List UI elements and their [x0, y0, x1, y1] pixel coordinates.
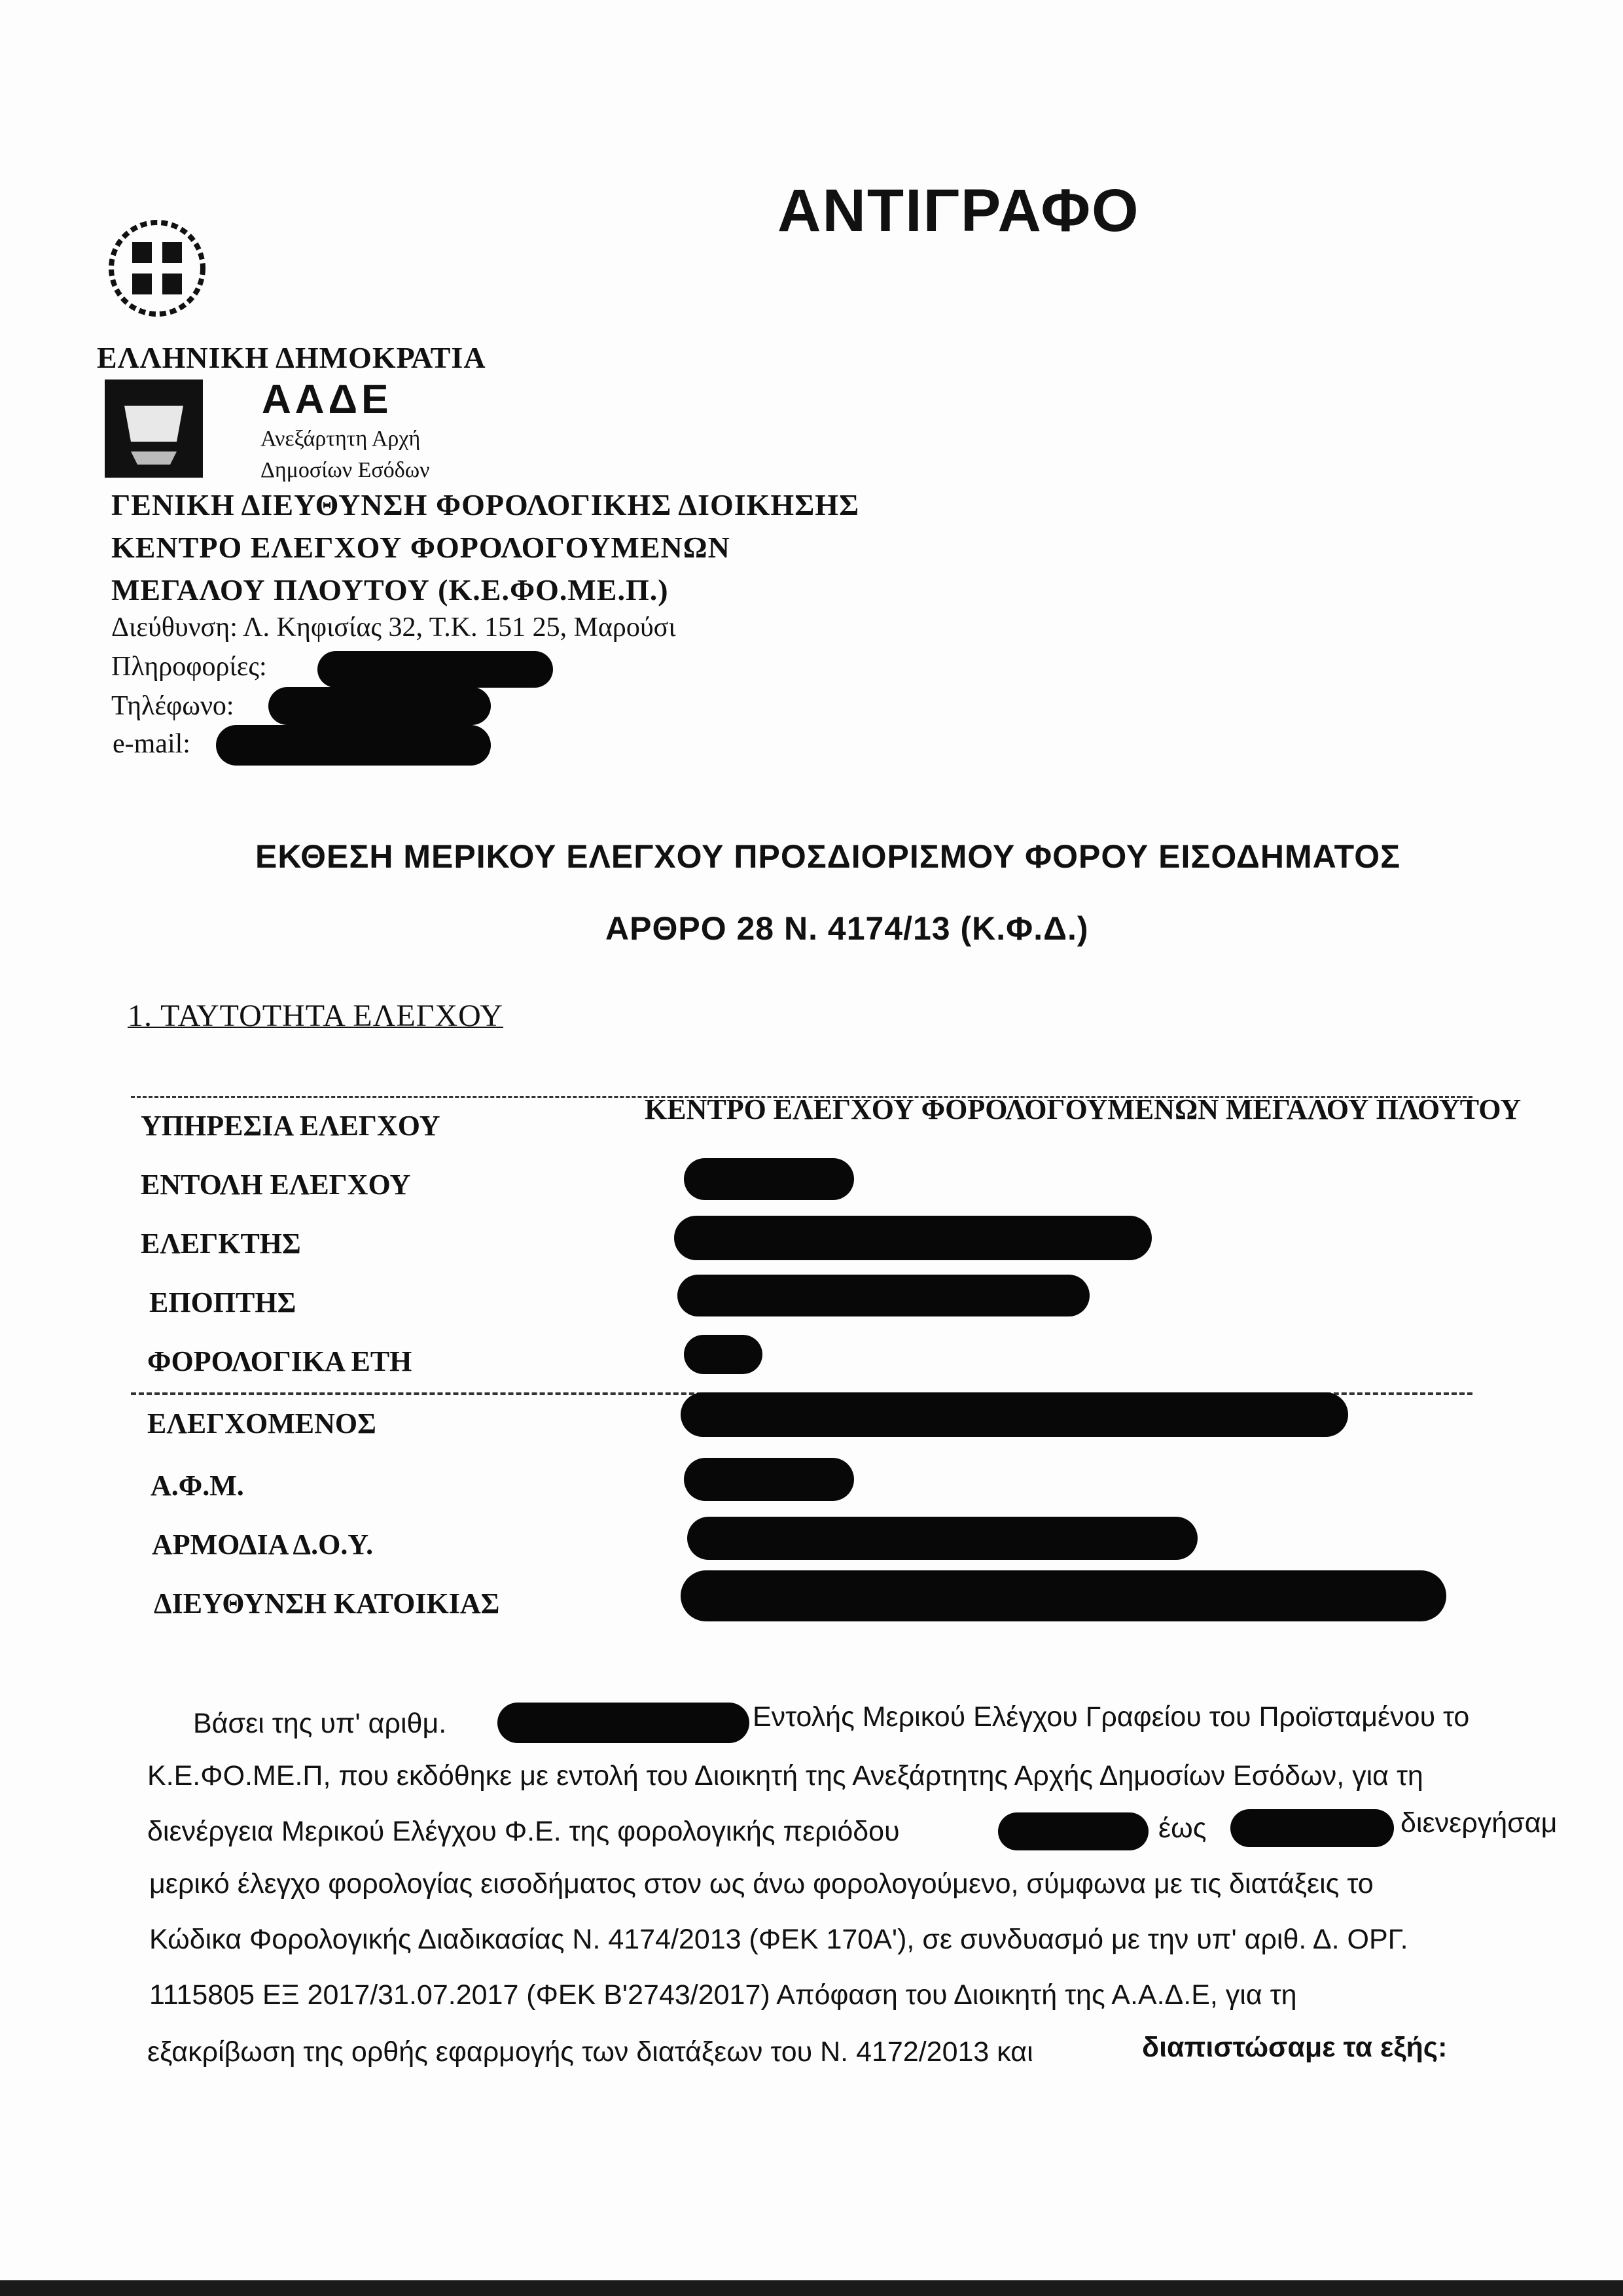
center-heading-line1: ΚΕΝΤΡΟ ΕΛΕΓΧΟΥ ΦΟΡΟΛΟΓΟΥΜΕΝΩΝ — [111, 531, 730, 564]
redaction-subject — [681, 1392, 1348, 1437]
afm-label: Α.Φ.Μ. — [151, 1470, 244, 1502]
redaction-tax-years — [684, 1335, 762, 1374]
body-line-2: Κ.Ε.ΦΟ.ΜΕ.Π, που εκδόθηκε με εντολή του Διοικητή της Ανεξάρτητης Αρχής Δημοσίων Εσόδων, για τη — [147, 1760, 1423, 1792]
agency-subtitle-1: Ανεξάρτητη Αρχή — [260, 427, 421, 451]
redaction-period-start — [998, 1812, 1149, 1850]
redaction-phone — [268, 687, 491, 725]
scan-bottom-edge — [0, 2280, 1623, 2296]
redaction-supervisor — [677, 1275, 1090, 1316]
redaction-order-number — [497, 1703, 749, 1743]
redaction-residence — [681, 1570, 1446, 1621]
auditor-label: ΕΛΕΓΚΤΗΣ — [141, 1227, 301, 1260]
body-line-5: Κώδικα Φορολογικής Διαδικασίας Ν. 4174/2013 (ΦΕΚ 170Α'), σε συνδυασμό με την υπ' αριθ. Δ. ΟΡΓ. — [149, 1924, 1408, 1955]
body-line-1a: Βάσει της υπ' αριθμ. — [193, 1708, 447, 1739]
phone-label: Τηλέφωνο: — [111, 691, 234, 721]
service-label: ΥΠΗΡΕΣΙΑ ΕΛΕΓΧΟΥ — [141, 1110, 440, 1142]
body-line-4: μερικό έλεγχο φορολογίας εισοδήματος στον ως άνω φορολογούμενο, σύμφωνα με τις διατάξεις το — [149, 1868, 1374, 1899]
agency-subtitle-2: Δημοσίων Εσόδων — [260, 458, 430, 482]
redaction-info — [317, 651, 553, 688]
redaction-order — [684, 1158, 854, 1200]
body-line-3c: διενεργήσαμ — [1400, 1807, 1558, 1839]
section-1-heading: 1. ΤΑΥΤΟΤΗΤΑ ΕΛΕΓΧΟΥ — [128, 998, 504, 1033]
center-heading-line2: ΜΕΓΑΛΟΥ ΠΛΟΥΤΟΥ (Κ.Ε.ΦΟ.ΜΕ.Π.) — [111, 573, 669, 607]
info-label: Πληροφορίες: — [111, 652, 267, 682]
body-line-3b: έως — [1158, 1812, 1207, 1844]
aade-logo-icon — [105, 380, 203, 478]
redaction-email — [216, 725, 491, 766]
tax-years-label: ΦΟΡΟΛΟΓΙΚΑ ΕΤΗ — [147, 1345, 412, 1377]
agency-name: ΑΑΔΕ — [262, 377, 393, 422]
supervisor-label: ΕΠΟΠΤΗΣ — [149, 1286, 296, 1318]
directorate-heading: ΓΕΝΙΚΗ ΔΙΕΥΘΥΝΣΗ ΦΟΡΟΛΟΓΙΚΗΣ ΔΙΟΙΚΗΣΗΣ — [111, 488, 860, 521]
service-value: ΚΕΝΤΡΟ ΕΛΕΓΧΟΥ ΦΟΡΟΛΟΓΟΥΜΕΝΩΝ ΜΕΓΑΛΟΥ ΠΛΟΥΤΟΥ — [645, 1093, 1522, 1125]
doy-label: ΑΡΜΟΔΙΑ Δ.Ο.Υ. — [152, 1528, 374, 1561]
copy-stamp: ΑΝΤΙΓΡΑΦΟ — [777, 177, 1140, 244]
greek-emblem-icon — [105, 216, 209, 321]
subject-label: ΕΛΕΓΧΟΜΕΝΟΣ — [147, 1407, 376, 1439]
order-label: ΕΝΤΟΛΗ ΕΛΕΓΧΟΥ — [141, 1169, 411, 1201]
body-line-3a: διενέργεια Μερικού Ελέγχου Φ.Ε. της φορολογικής περιόδου — [147, 1816, 900, 1847]
residence-label: ΔΙΕΥΘΥΝΣΗ ΚΑΤΟΙΚΙΑΣ — [154, 1587, 500, 1619]
redaction-doy — [687, 1517, 1198, 1560]
address-line: Διεύθυνση: Λ. Κηφισίας 32, Τ.Κ. 151 25, Μαρούσι — [111, 612, 676, 643]
redaction-period-end — [1230, 1809, 1394, 1847]
report-subtitle: ΑΡΘΡΟ 28 Ν. 4174/13 (Κ.Φ.Δ.) — [605, 910, 1089, 947]
redaction-afm — [684, 1458, 854, 1501]
redaction-auditor — [674, 1216, 1152, 1260]
body-line-7b: διαπιστώσαμε τα εξής: — [1142, 2032, 1448, 2063]
body-line-1b: Εντολής Μερικού Ελέγχου Γραφείου του Προϊσταμένου το — [753, 1701, 1470, 1733]
republic-heading: ΕΛΛΗΝΙΚΗ ΔΗΜΟΚΡΑΤΙΑ — [97, 341, 486, 374]
report-title: ΕΚΘΕΣΗ ΜΕΡΙΚΟΥ ΕΛΕΓΧΟΥ ΠΡΟΣΔΙΟΡΙΣΜΟΥ ΦΟΡΟΥ ΕΙΣΟΔΗΜΑΤΟΣ — [255, 838, 1401, 875]
email-label: e-mail: — [113, 729, 190, 759]
body-line-7a: εξακρίβωση της ορθής εφαρμογής των διατάξεων του Ν. 4172/2013 και — [147, 2036, 1033, 2068]
body-line-6: 1115805 ΕΞ 2017/31.07.2017 (ΦΕΚ Β'2743/2017) Απόφαση του Διοικητή της Α.Α.Δ.Ε, για τη — [149, 1979, 1297, 2011]
